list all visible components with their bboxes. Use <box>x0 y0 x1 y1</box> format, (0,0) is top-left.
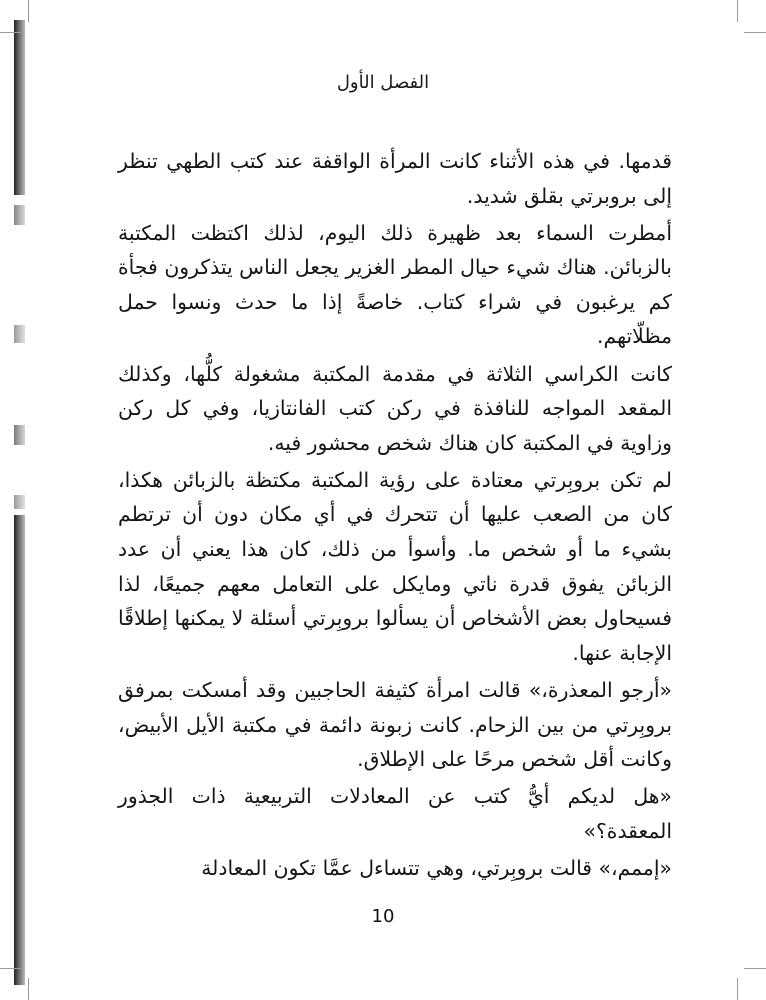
crop-mark <box>737 0 738 22</box>
crop-mark <box>737 978 738 1000</box>
crop-mark <box>0 32 22 33</box>
paragraph: قدمها. في هذه الأثناء كانت المرأة الواقفة عند كتب الطهي تنظر إلى بروبرتي بقلق شديد. <box>118 149 672 208</box>
binding-shadow <box>14 495 25 509</box>
binding-shadow <box>14 205 25 225</box>
paragraph: لم تكن بروبِرتي معتادة على رؤية المكتبة مكتظة بالزبائن هكذا، كان من الصعب عليها أن تتحرك في أي مكان دون أن ترتطم بشيء ما أو شخص ما. وأسوأ من ذلك، كان هذا يعني أن عدد الزبائن يفوق قدرة ناتي ومايكل على التعامل معهم جميعًا، لذا فسيحاول بعض الأشخاص أن يسألوا بروبِرتي أسئلة لا يمكنها إطلاقًا الإجابة عنها. <box>118 467 672 665</box>
scan-binding-edge <box>0 0 26 1000</box>
crop-mark <box>28 0 29 22</box>
paragraph: كانت الكراسي الثلاثة في مقدمة المكتبة مشغولة كلُّها، وكذلك المقعد المواجه للنافذة في ركن كتب الفانتازيا، وفي كل ركن وزاوية في المكتبة كان هناك شخص محشور فيه. <box>118 361 672 455</box>
crop-mark <box>28 978 29 1000</box>
body-text <box>118 144 672 888</box>
chapter-title: الفصل الأول <box>336 72 430 93</box>
paragraph: «إممم،» قالت بروبِرتي، وهي تتساءل عمَّا تكون المعادلة <box>201 855 672 880</box>
binding-shadow <box>14 325 25 343</box>
binding-shadow <box>14 425 25 445</box>
paragraph: أمطرت السماء بعد ظهيرة ذلك اليوم، لذلك اكتظت المكتبة بالزبائن. هناك شيء حيال المطر الغزير يجعل الناس يتذكرون فجأة كم يرغبون في شراء كتاب. خاصةً إذا ما حدث ونسوا حمل مظلّاتهم. <box>118 220 672 349</box>
paragraph: «أرجو المعذرة،» قالت امرأة كثيفة الحاجبين وقد أمسكت بمرفق بروبِرتي من بين الزحام. كانت زبونة دائمة في مكتبة الأيل الأبيض، وكانت أقل شخص مرحًا على الإطلاق. <box>118 677 672 772</box>
crop-mark <box>744 32 766 33</box>
crop-mark <box>0 968 22 969</box>
binding-shadow <box>14 20 25 195</box>
page-number: 10 <box>371 906 395 927</box>
paragraph: «هل لديكم أيُّ كتب عن المعادلات التربيعية ذات الجذور المعقدة؟» <box>118 784 672 843</box>
crop-mark <box>744 968 766 969</box>
